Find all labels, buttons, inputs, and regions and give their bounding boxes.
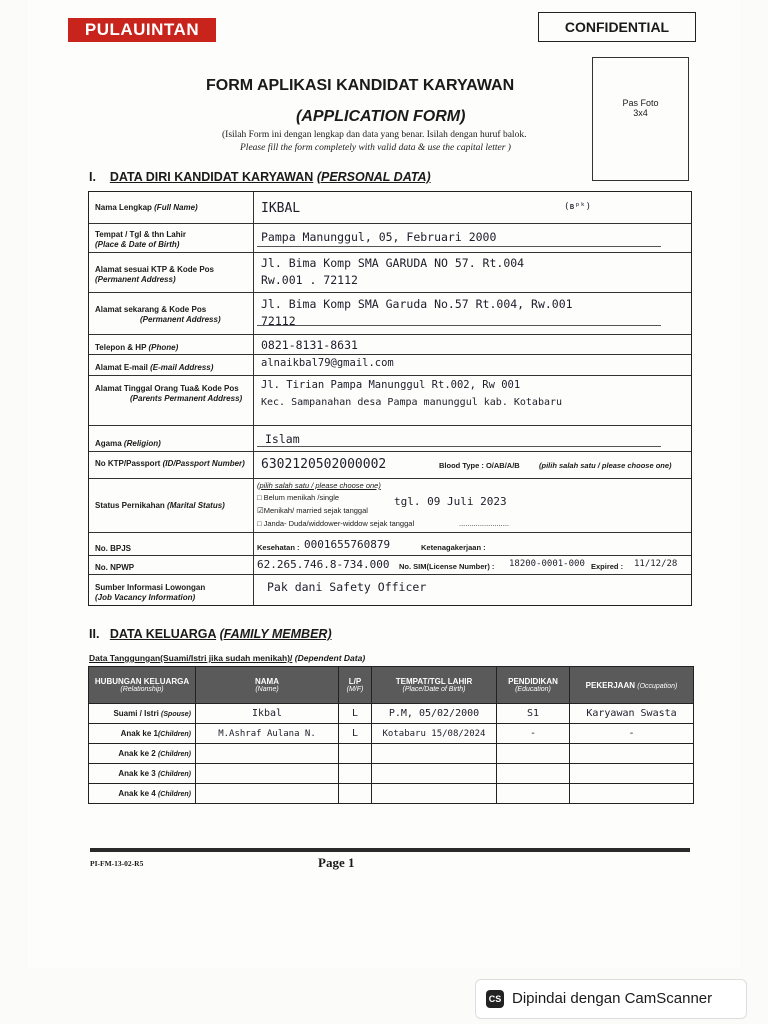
table-row — [89, 704, 694, 724]
married-date-value[interactable]: tgl. 09 Juli 2023 — [394, 495, 507, 508]
photo-box — [592, 57, 689, 181]
label-current-address: Alamat sekarang & Kode Pos (Permanent Address) — [95, 305, 221, 324]
camscanner-text: Dipindai dengan CamScanner — [512, 990, 713, 1007]
sex-cell[interactable] — [339, 764, 372, 784]
form-code: PI-FM-13-02-R5 — [90, 859, 144, 868]
page-number: Page 1 — [318, 855, 355, 870]
section-2-title: II. DATA KELUARGA (FAMILY MEMBER) — [89, 627, 332, 641]
row-bpjs — [89, 533, 691, 556]
education-cell[interactable]: - — [497, 724, 570, 744]
value-npwp[interactable]: 62.265.746.8-734.000 — [257, 558, 390, 571]
marital-note: (pilih salah satu / please choose one) — [257, 481, 381, 490]
section-1-title: I. DATA DIRI KANDIDAT KARYAWAN (PERSONAL DATA) — [89, 170, 431, 184]
occupation-cell[interactable] — [570, 784, 694, 804]
expired-value[interactable]: 11/12/28 — [634, 559, 678, 569]
label-marital-status: Status Pernikahan (Marital Status) — [95, 501, 225, 510]
confidential-stamp: CONFIDENTIAL — [538, 12, 696, 42]
table-row — [89, 744, 694, 764]
family-table — [88, 666, 694, 804]
label-parents-address: Alamat Tinggal Orang Tua& Kode Pos (Parents Permanent Address) — [95, 384, 243, 403]
marital-option-widowed[interactable]: □ Janda- Duda/widdower-widdow sejak tanggal — [257, 519, 415, 528]
name-cell[interactable] — [196, 784, 339, 804]
form-title: FORM APLIKASI KANDIDAT KARYAWAN — [206, 77, 515, 94]
name-annotation: (ʙᵖᵏ) — [564, 202, 592, 212]
label-religion: Agama (Religion) — [95, 439, 161, 448]
sim-value[interactable]: 18200-0001-000 — [509, 559, 585, 569]
bpjs-kesehatan-value[interactable]: 0001655760879 — [304, 538, 391, 551]
dependent-data-label: Data Tanggungan(Suami/Istri jika sudah menikah)/ (Dependent Data) — [89, 653, 366, 663]
birth-cell[interactable] — [372, 764, 497, 784]
sim-label: No. SIM(License Number) : — [399, 562, 495, 571]
birth-cell[interactable] — [372, 784, 497, 804]
relationship-cell: Anak ke 3 (Children) — [89, 764, 196, 784]
row-job-source — [89, 575, 691, 605]
camscanner-icon: CS — [486, 990, 504, 1008]
education-cell[interactable] — [497, 784, 570, 804]
label-job-source: Sumber Informasi Lowongan (Job Vacancy Information) — [95, 583, 206, 602]
photo-label: Pas Foto — [622, 98, 659, 108]
marital-option-married[interactable]: ☑Menikah/ married sejak tanggal — [257, 506, 368, 515]
row-phone — [89, 335, 691, 355]
value-ktp-address-1[interactable]: Jl. Bima Komp SMA GARUDA NO 57. Rt.004 — [261, 256, 525, 270]
label-ktp-address: Alamat sesuai KTP & Kode Pos (Permanent Address) — [95, 265, 214, 284]
expired-label: Expired : — [591, 562, 624, 571]
row-religion — [89, 426, 691, 452]
header-name: NAMA (Name) — [196, 667, 339, 704]
birth-cell[interactable] — [372, 744, 497, 764]
label-bpjs: No. BPJS — [95, 544, 132, 553]
header-occupation: PEKERJAAN (Occupation) — [570, 667, 694, 704]
row-birth — [89, 224, 691, 253]
label-id-number: No KTP/Passport (ID/Passport Number) — [95, 459, 245, 468]
label-email: Alamat E-mail (E-mail Address) — [95, 363, 214, 372]
bpjs-kesehatan-label: Kesehatan : — [257, 543, 300, 552]
company-logo: PULAUINTAN — [68, 18, 216, 42]
instruction-en: Please fill the form completely with valid data & use the capital letter ) — [240, 143, 511, 153]
instruction-id: (Isilah Form ini dengan lengkap dan data yang benar. Isilah dengan huruf balok. — [222, 130, 527, 140]
row-npwp — [89, 556, 691, 575]
name-cell[interactable] — [196, 764, 339, 784]
education-cell[interactable] — [497, 744, 570, 764]
value-parents-address-2[interactable]: Kec. Sampanahan desa Pampa manunggul kab. Kotabaru — [261, 397, 563, 408]
row-current-address — [89, 293, 691, 335]
row-parents-address — [89, 376, 691, 426]
table-row — [89, 784, 694, 804]
occupation-cell[interactable] — [570, 764, 694, 784]
label-full-name: Nama Lengkap (Full Name) — [95, 203, 198, 212]
value-parents-address-1[interactable]: Jl. Tirian Pampa Manunggul Rt.002, Rw 001 — [261, 379, 521, 391]
marital-option-single[interactable]: □ Belum menikah /single — [257, 493, 340, 502]
label-npwp: No. NPWP — [95, 563, 135, 572]
photo-size: 3x4 — [633, 108, 648, 118]
table-row — [89, 724, 694, 744]
blood-type-note: (pilih salah satu / please choose one) — [539, 461, 672, 470]
value-ktp-address-2[interactable]: Rw.001 . 72112 — [261, 273, 358, 287]
row-marital-status — [89, 479, 691, 533]
value-current-address-2[interactable]: 72112 — [261, 314, 296, 328]
header-birth: TEMPAT/TGL LAHIR (Place/Date of Birth) — [372, 667, 497, 704]
row-email — [89, 355, 691, 376]
value-current-address-1[interactable]: Jl. Bima Komp SMA Garuda No.57 Rt.004, Rw.001 — [261, 297, 573, 311]
row-full-name — [89, 192, 691, 224]
personal-data-box — [88, 191, 692, 606]
value-id-number[interactable]: 6302120502000002 — [261, 457, 387, 472]
education-cell[interactable] — [497, 764, 570, 784]
table-row — [89, 764, 694, 784]
relationship-cell: Anak ke 2 (Children) — [89, 744, 196, 764]
relationship-cell: Anak ke 4 (Children) — [89, 784, 196, 804]
value-full-name[interactable]: IKBAL — [261, 201, 301, 216]
birth-cell[interactable]: P.M, 05/02/2000 — [372, 704, 497, 724]
occupation-cell[interactable]: Karyawan Swasta — [570, 704, 694, 724]
header-education: PENDIDIKAN (Education) — [497, 667, 570, 704]
bpjs-ketenagakerjaan-label: Ketenagakerjaan : — [421, 543, 486, 552]
footer-divider — [90, 848, 690, 852]
value-phone[interactable]: 0821-8131-8631 — [261, 338, 358, 352]
value-job-source[interactable]: Pak dani Safety Officer — [267, 580, 427, 594]
birth-cell[interactable]: Kotabaru 15/08/2024 — [372, 724, 497, 744]
sex-cell[interactable] — [339, 744, 372, 764]
row-id-number — [89, 452, 691, 479]
value-religion[interactable]: Islam — [265, 432, 300, 446]
header-sex: L/P (M/F) — [339, 667, 372, 704]
occupation-cell[interactable]: - — [570, 724, 694, 744]
form-subtitle: (APPLICATION FORM) — [296, 108, 466, 125]
sex-cell[interactable]: L — [339, 724, 372, 744]
value-email[interactable]: alnaikbal79@gmail.com — [261, 357, 394, 369]
name-cell[interactable]: Ikbal — [196, 704, 339, 724]
label-phone: Telepon & HP (Phone) — [95, 343, 179, 352]
blood-type-label: Blood Type : O/AB/A/B — [439, 461, 520, 470]
label-birth: Tempat / Tgl & thn Lahir (Place & Date of Birth) — [95, 230, 186, 249]
relationship-cell: Anak ke 1(Children) — [89, 724, 196, 744]
name-cell[interactable]: M.Ashraf Aulana N. — [196, 724, 339, 744]
education-cell[interactable]: S1 — [497, 704, 570, 724]
camscanner-watermark — [475, 979, 747, 1019]
header-relationship: HUBUNGAN KELUARGA (Relationship) — [89, 667, 196, 704]
sex-cell[interactable] — [339, 784, 372, 804]
relationship-cell: Suami / Istri (Spouse) — [89, 704, 196, 724]
family-table-header — [89, 667, 694, 704]
row-ktp-address — [89, 253, 691, 293]
value-birth[interactable]: Pampa Manunggul, 05, Februari 2000 — [261, 230, 497, 244]
name-cell[interactable] — [196, 744, 339, 764]
occupation-cell[interactable] — [570, 744, 694, 764]
sex-cell[interactable]: L — [339, 704, 372, 724]
widowed-date-dots: ........................ — [459, 519, 510, 528]
